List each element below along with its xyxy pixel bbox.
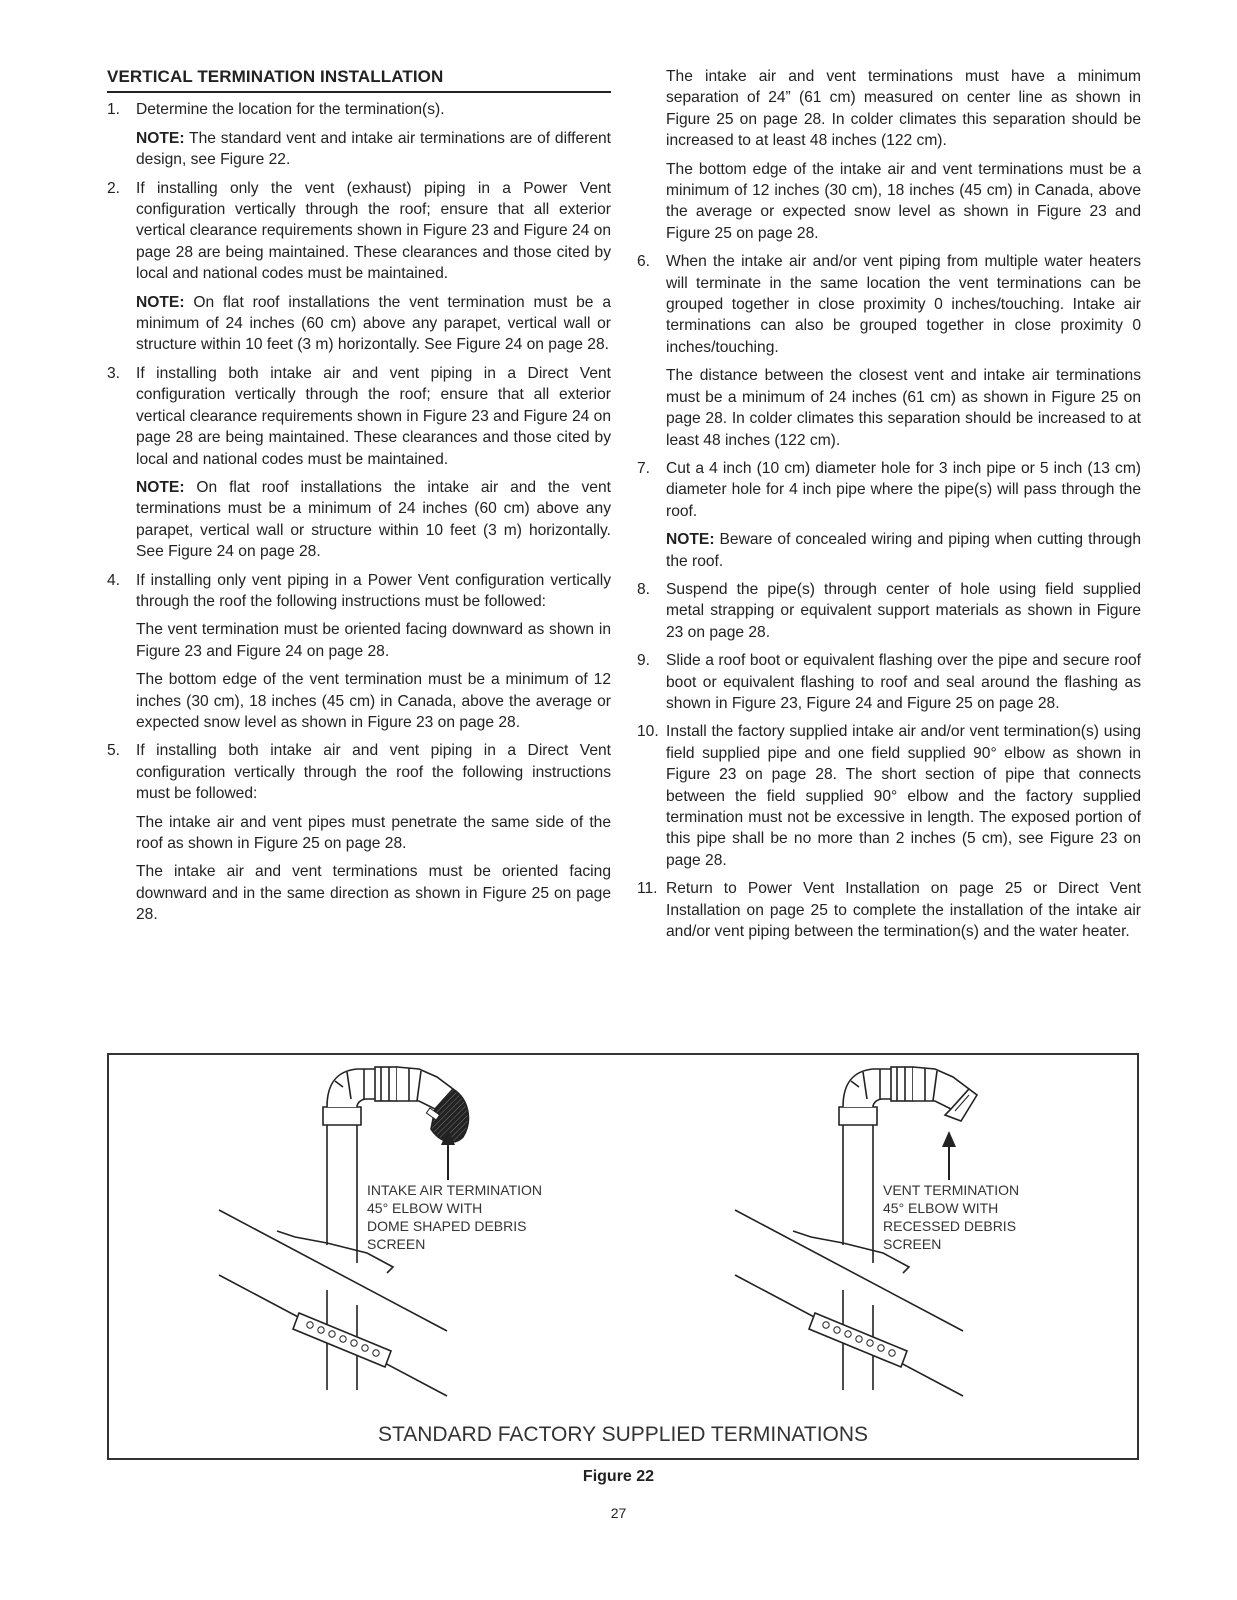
right-column xyxy=(637,66,1141,949)
paragraph: The intake air and vent terminations must be oriented facing downward and in the same direction as shown in Figure 25 on page 28. xyxy=(136,863,611,924)
vent-label-line: 45° ELBOW WITH xyxy=(883,1200,999,1216)
intake-label-line: INTAKE AIR TERMINATION xyxy=(367,1182,543,1198)
list-item xyxy=(637,251,1141,358)
intake-label-line: 45° ELBOW WITH xyxy=(367,1200,483,1216)
note-label: NOTE: xyxy=(136,293,185,311)
list-item-text: When the intake air and/or vent piping from multiple water heaters will terminate in the same location the vent terminations can be grouped together in close proximity 0 inches/touching. Intake air terminations can also be grouped together in close proximity 0 inches/touching. xyxy=(666,253,1141,356)
list-item-number: 9. xyxy=(637,652,651,670)
list-item-text: If installing both intake air and vent piping in a Direct Vent configuration vertically through the roof the following instructions must be followed: xyxy=(136,742,611,803)
left-blocks xyxy=(107,99,611,925)
list-item xyxy=(107,740,611,804)
list-item-text: Suspend the pipe(s) through center of hole using field supplied metal strapping or equivalent support materials as shown in Figure 23 on page 28. xyxy=(666,580,1141,641)
list-item xyxy=(637,721,1141,871)
vent-label-line: VENT TERMINATION xyxy=(883,1182,1020,1198)
list-item-number: 4. xyxy=(107,571,121,589)
list-item xyxy=(637,579,1141,643)
right-blocks xyxy=(637,66,1141,942)
paragraph: The bottom edge of the intake air and vent terminations must be a minimum of 12 inches (30 cm), 18 inches (45 cm) in Canada, above the average or expected snow level as shown in Figure 23 and Figure 25 on page 28. xyxy=(666,160,1141,242)
list-item-text: Determine the location for the termination(s). xyxy=(136,101,445,119)
intake-label-line: SCREEN xyxy=(367,1236,426,1252)
intake-label-line: DOME SHAPED DEBRIS xyxy=(367,1218,527,1234)
note-text: On flat roof installations the intake air and the vent terminations must be a minimum of 24 inches (60 cm) above any parapet, vertical wall or structure within 10 feet (3 m) horizontally. See Figure 24 on page 28. xyxy=(136,478,611,561)
section-heading: VERTICAL TERMINATION INSTALLATION xyxy=(107,66,611,93)
note-paragraph xyxy=(107,477,611,563)
paragraph: The distance between the closest vent and intake air terminations must be a minimum of 24 inches (61 cm) as shown in Figure 25 on page 28. In colder climates this separation should be increased to at least 48 inches (122 cm). xyxy=(666,367,1141,449)
note-paragraph xyxy=(107,292,611,356)
paragraph: The bottom edge of the vent termination must be a minimum of 12 inches (30 cm), 18 inches (45 cm) in Canada, above the average or expected snow level as shown in Figure 23 on page 28. xyxy=(136,671,611,731)
figure-22-box xyxy=(107,1053,1139,1460)
list-item-text: Cut a 4 inch (10 cm) diameter hole for 3 inch pipe or 5 inch (13 cm) diameter hole for 4 inch pipe where the pipe(s) will pass through the roof. xyxy=(666,459,1141,520)
list-item xyxy=(107,570,611,613)
note-paragraph xyxy=(637,529,1141,572)
list-item-number: 10. xyxy=(637,723,659,741)
list-item-text: If installing only vent piping in a Power Vent configuration vertically through the roof the following instructions must be followed: xyxy=(136,571,611,610)
list-item-number: 11. xyxy=(637,880,658,898)
figure-caption: Figure 22 xyxy=(582,1468,655,1485)
list-item-text: Return to Power Vent Installation on page 25 or Direct Vent Installation on page 25 to complete the installation of the intake air and/or vent piping between the termination(s) and the water heater. xyxy=(666,880,1141,941)
intake-termination-label xyxy=(367,1181,542,1253)
figure-title: STANDARD FACTORY SUPPLIED TERMINATIONS xyxy=(377,1423,869,1446)
paragraph: The intake air and vent pipes must penetrate the same side of the roof as shown in Figure 25 on page 28. xyxy=(136,813,611,852)
list-item xyxy=(107,363,611,470)
list-item xyxy=(107,178,611,285)
list-item-number: 5. xyxy=(107,742,121,760)
vent-label-line: RECESSED DEBRIS xyxy=(883,1218,1017,1234)
note-text: On flat roof installations the vent termination must be a minimum of 24 inches (60 cm) above any parapet, vertical wall or structure within 10 feet (3 m) horizontally. See Figure 24 on page 28. xyxy=(136,293,611,354)
note-paragraph xyxy=(107,128,611,171)
list-item xyxy=(637,650,1141,714)
list-item-number: 6. xyxy=(637,253,651,271)
list-item-text: Install the factory supplied intake air and/or vent termination(s) using field supplied pipe and one field supplied 90° elbow as shown in Figure 23 on page 28. The short section of pipe that connects between the field supplied 90° elbow and the factory supplied termination must not be excessive in length. The exposed portion of this pipe shall be no more than 2 inches (5 cm), see Figure 23 on page 28. xyxy=(666,723,1141,869)
terminations-illustration xyxy=(109,1055,1137,1458)
list-item-text: If installing both intake air and vent piping in a Direct Vent configuration vertically through the roof; ensure that all exterior vertical clearance requirements shown in Figure 23 and Figure 24 on page 28 are being maintained. These clearances and those cited by local and national codes must be maintained. xyxy=(136,364,612,468)
list-item-number: 8. xyxy=(637,580,651,598)
list-item-number: 7. xyxy=(637,459,651,477)
note-label: NOTE: xyxy=(666,531,715,549)
note-label: NOTE: xyxy=(136,129,185,147)
left-column xyxy=(107,66,611,933)
note-text: Beware of concealed wiring and piping when cutting through the roof. xyxy=(666,531,1141,570)
page-number: 27 xyxy=(610,1505,627,1521)
list-item xyxy=(107,99,611,120)
list-item-number: 3. xyxy=(107,364,121,382)
list-item xyxy=(637,458,1141,522)
note-label: NOTE: xyxy=(136,478,185,496)
paragraph: The intake air and vent terminations must have a minimum separation of 24” (61 cm) measured on center line as shown in Figure 25 on page 28. In colder climates this separation should be increased to at least 48 inches (122 cm). xyxy=(666,68,1141,150)
list-item-number: 2. xyxy=(107,179,121,197)
list-item-text: If installing only the vent (exhaust) piping in a Power Vent configuration vertically through the roof; ensure that all exterior vertical clearance requirements shown in Figure 23 and Figure 24 on page 28 are being maintained. These clearances and those cited by local and national codes must be maintained. xyxy=(136,179,612,283)
vent-termination-label xyxy=(883,1181,1019,1253)
list-item-text: Slide a roof boot or equivalent flashing over the pipe and secure roof boot or equivalent flashing to roof and seal around the flashing as shown in Figure 23, Figure 24 and Figure 25 on page 28. xyxy=(666,652,1141,712)
note-text: The standard vent and intake air terminations are of different design, see Figure 22. xyxy=(136,129,611,169)
paragraph: The vent termination must be oriented facing downward as shown in Figure 23 and Figure 24 on page 28. xyxy=(136,621,611,660)
vent-label-line: SCREEN xyxy=(883,1236,942,1252)
list-item-number: 1. xyxy=(107,101,121,119)
list-item xyxy=(637,878,1141,942)
